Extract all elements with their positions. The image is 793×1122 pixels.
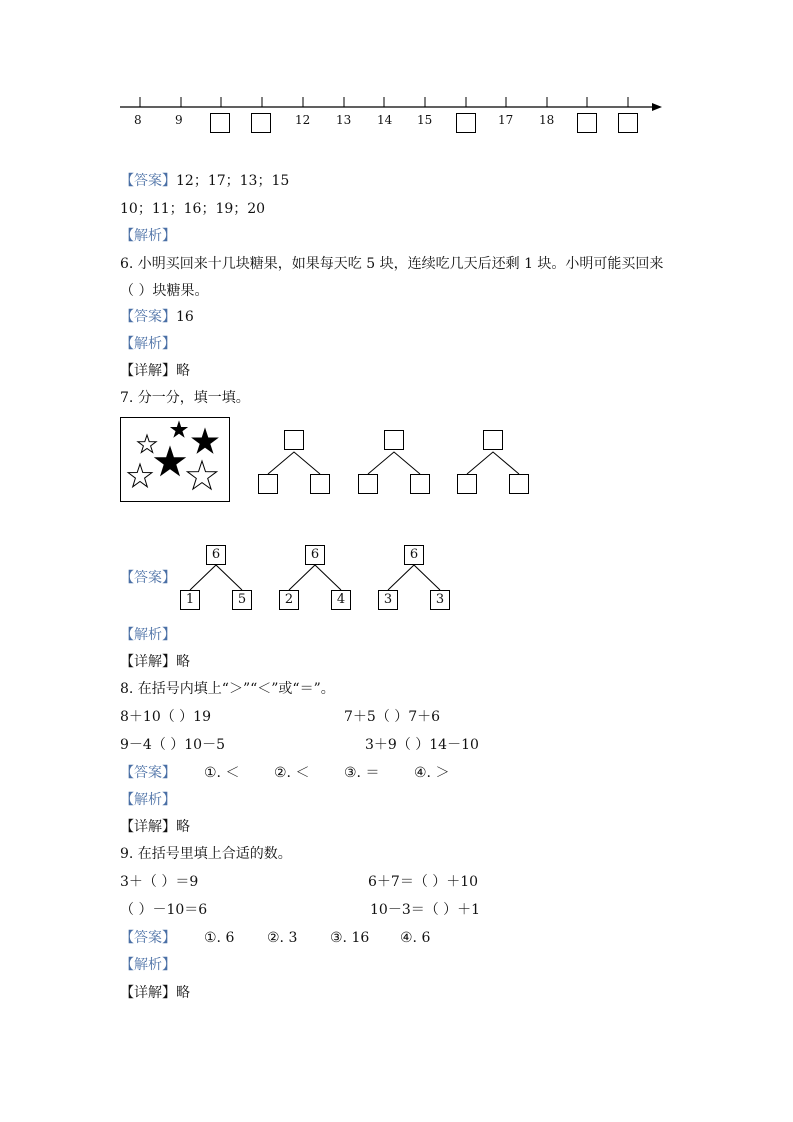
answer-item: ③. 16 <box>330 930 370 946</box>
tick-label-15: 15 <box>417 113 433 127</box>
blank-box[interactable] <box>618 113 638 133</box>
tick-label-18: 18 <box>539 113 555 127</box>
answer-tag: 【答案】 <box>120 309 176 325</box>
number-line <box>0 0 793 130</box>
answer-tree-right: 3 <box>430 590 450 610</box>
question-7-text: 7. 分一分，填一填。 <box>120 390 250 406</box>
analysis-tag: 【解析】 <box>120 792 176 808</box>
detail-tag: 【详解】 <box>120 363 176 379</box>
answer-item: ①. ＜ <box>204 765 240 781</box>
comparison-expression: 9－4（ ）10－5 <box>120 737 225 753</box>
answer-item: ④. 6 <box>400 930 431 946</box>
detail-tag: 【详解】 <box>120 654 176 670</box>
tree-left-box[interactable] <box>358 474 378 494</box>
detail-text: 略 <box>176 819 190 835</box>
detail-text: 略 <box>176 363 190 379</box>
tick-label-13: 13 <box>336 113 352 127</box>
answer-item: ②. 3 <box>267 930 298 946</box>
fill-expression: 6＋7＝（ ）＋10 <box>368 874 479 890</box>
comparison-expression: 3＋9（ ）14－10 <box>365 737 479 753</box>
answer-line <box>120 310 194 324</box>
analysis-tag: 【解析】 <box>120 336 176 352</box>
answer-text: 16 <box>176 309 194 325</box>
analysis-tag: 【解析】 <box>120 957 176 973</box>
analysis-tag: 【解析】 <box>120 627 176 643</box>
tree-right-box[interactable] <box>410 474 430 494</box>
answer-tree-top: 6 <box>305 545 325 565</box>
tick-label-8: 8 <box>134 113 142 127</box>
fill-expression: 10－3＝（ ）＋1 <box>370 902 481 918</box>
tree-top-box[interactable] <box>284 430 304 450</box>
detail-line <box>120 364 190 378</box>
tree-top-box[interactable] <box>384 430 404 450</box>
question-8-text: 8. 在括号内填上“＞”“＜”或“＝”。 <box>120 681 335 697</box>
tree-left-box[interactable] <box>258 474 278 494</box>
answer-tag: 【答案】 <box>120 930 176 946</box>
comparison-expression: 8＋10（ ）19 <box>120 709 211 725</box>
answer-tag: 【答案】 <box>120 173 176 189</box>
answer-tree-top: 6 <box>206 545 226 565</box>
answer-tree-top: 6 <box>404 545 424 565</box>
tree-right-box[interactable] <box>310 474 330 494</box>
tree-top-box[interactable] <box>483 430 503 450</box>
detail-tag: 【详解】 <box>120 819 176 835</box>
answer-item: ②. ＜ <box>274 765 310 781</box>
answer-tree-right: 4 <box>331 590 351 610</box>
blank-box[interactable] <box>577 113 597 133</box>
answer-item: ①. 6 <box>204 930 235 946</box>
comparison-expression: 7＋5（ ）7＋6 <box>344 709 441 725</box>
tree-left-box[interactable] <box>457 474 477 494</box>
fill-expression: （ ）－10＝6 <box>120 902 208 918</box>
tick-label-9: 9 <box>175 113 183 127</box>
tree-right-box[interactable] <box>509 474 529 494</box>
question-9-text: 9. 在括号里填上合适的数。 <box>120 846 292 862</box>
question-6-text: 6. 小明买回来十几块糖果，如果每天吃 5 块，连续吃几天后还剩 1 块。小明可能买回来 <box>120 256 664 272</box>
answer-item: ④. ＞ <box>414 765 450 781</box>
blank-box[interactable] <box>456 113 476 133</box>
tick-label-14: 14 <box>377 113 393 127</box>
answer-text-continued: 10；11；16；19；20 <box>120 201 266 217</box>
answer-line <box>120 174 289 188</box>
answer-tree-right: 5 <box>232 590 252 610</box>
blank-box[interactable] <box>251 113 271 133</box>
tick-label-17: 17 <box>498 113 514 127</box>
answer-tag: 【答案】 <box>120 570 176 586</box>
detail-text: 略 <box>176 985 190 1001</box>
answer-text: 12；17；13；15 <box>176 173 290 189</box>
analysis-tag: 【解析】 <box>120 228 176 244</box>
answer-tag: 【答案】 <box>120 765 176 781</box>
detail-text: 略 <box>176 654 190 670</box>
detail-line <box>120 986 190 1000</box>
detail-line <box>120 820 190 834</box>
answer-tree-left: 3 <box>378 590 398 610</box>
tick-label-12: 12 <box>295 113 311 127</box>
blank-box[interactable] <box>210 113 230 133</box>
question-6-text-line2: （ ）块糖果。 <box>120 283 209 299</box>
answer-tree-left: 1 <box>180 590 200 610</box>
fill-expression: 3＋（ ）＝9 <box>120 874 199 890</box>
detail-line <box>120 655 190 669</box>
answer-item: ③. ＝ <box>344 765 380 781</box>
detail-tag: 【详解】 <box>120 985 176 1001</box>
answer-tree-left: 2 <box>279 590 299 610</box>
